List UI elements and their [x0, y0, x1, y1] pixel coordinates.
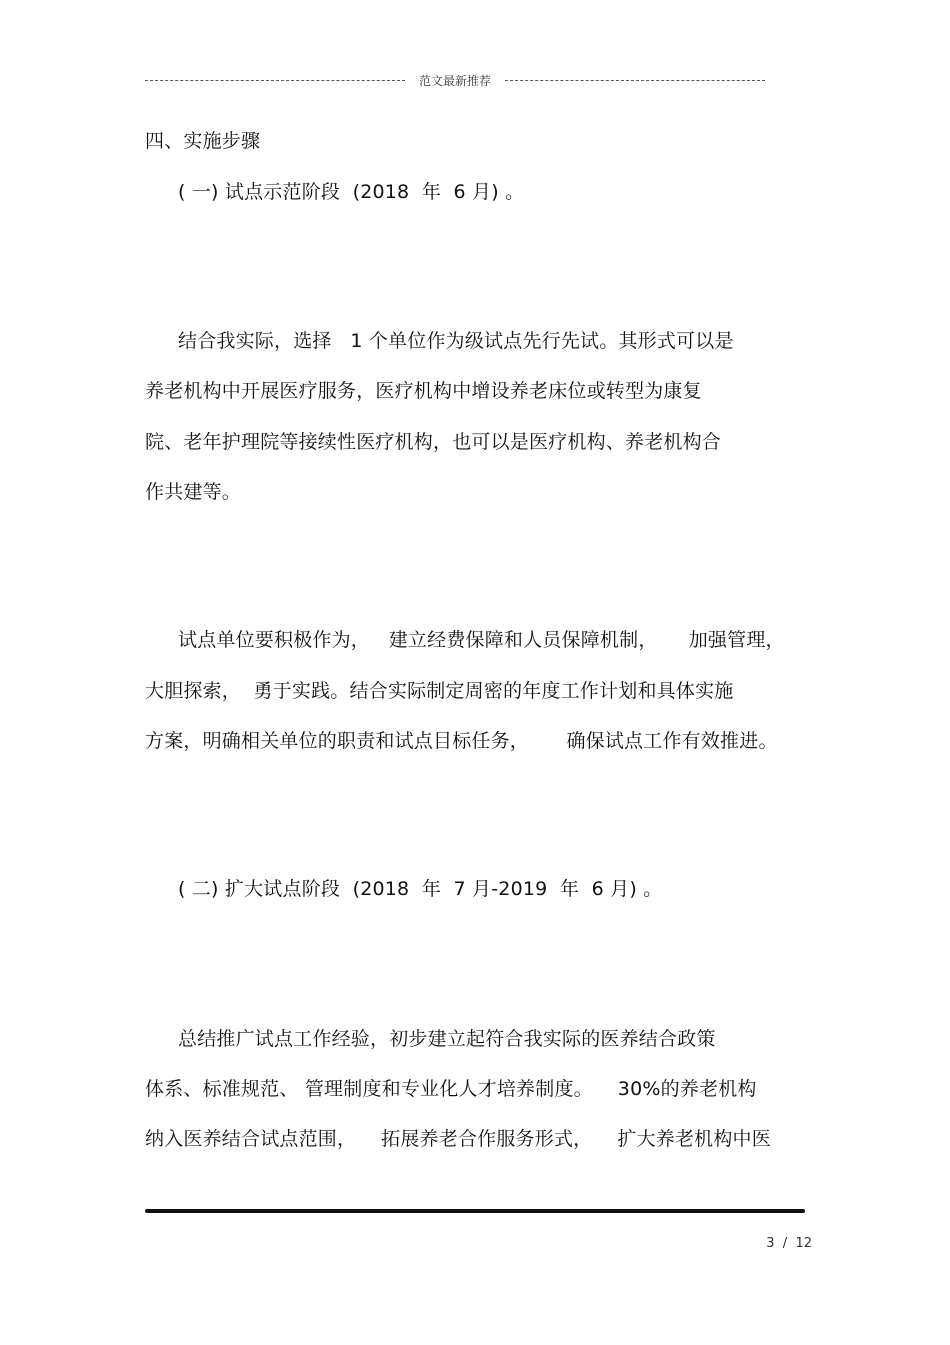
page-header [145, 70, 765, 90]
stage-heading-2: ( 二) 扩大试点阶段 (2018 年 7 月-2019 年 6 月) 。 [178, 878, 663, 900]
paragraph-1-line-2: 养老机构中开展医疗服务，医疗机构中增设养老床位或转型为康复 [145, 380, 702, 402]
paragraph-3-line-1: 总结推广试点工作经验，初步建立起符合我实际的医养结合政策 [178, 1028, 716, 1050]
header-dashed-rule-left [145, 80, 405, 81]
header-dashed-rule-right [505, 80, 765, 81]
paragraph-1-line-3: 院、老年护理院等接续性医疗机构，也可以是医疗机构、养老机构合 [145, 431, 722, 453]
paragraph-2-line-2: 大胆探索， 勇于实践。结合实际制定周密的年度工作计划和具体实施 [145, 680, 734, 702]
paragraph-1-line-4: 作共建等。 [145, 481, 242, 503]
footer-rule [145, 1209, 805, 1213]
paragraph-3-line-3: 纳入医养结合试点范围， 拓展养老合作服务形式， 扩大养老机构中医 [145, 1128, 771, 1150]
paragraph-1-line-1: 结合我实际，选择 1 个单位作为级试点先行先试。其形式可以是 [178, 330, 734, 352]
header-label: 范文最新推荐 [419, 73, 492, 88]
section-heading: 四、实施步骤 [145, 130, 261, 152]
stage-heading-1: ( 一) 试点示范阶段 (2018 年 6 月) 。 [178, 181, 525, 203]
paragraph-3-line-2: 体系、标准规范、 管理制度和专业化人才培养制度。 30%的养老机构 [145, 1078, 757, 1100]
page-number: 3 / 12 [766, 1236, 812, 1251]
paragraph-2-line-1: 试点单位要积极作为， 建立经费保障和人员保障机制， 加强管理， [178, 629, 785, 651]
paragraph-2-line-3: 方案，明确相关单位的职责和试点目标任务， 确保试点工作有效推进。 [145, 730, 778, 752]
